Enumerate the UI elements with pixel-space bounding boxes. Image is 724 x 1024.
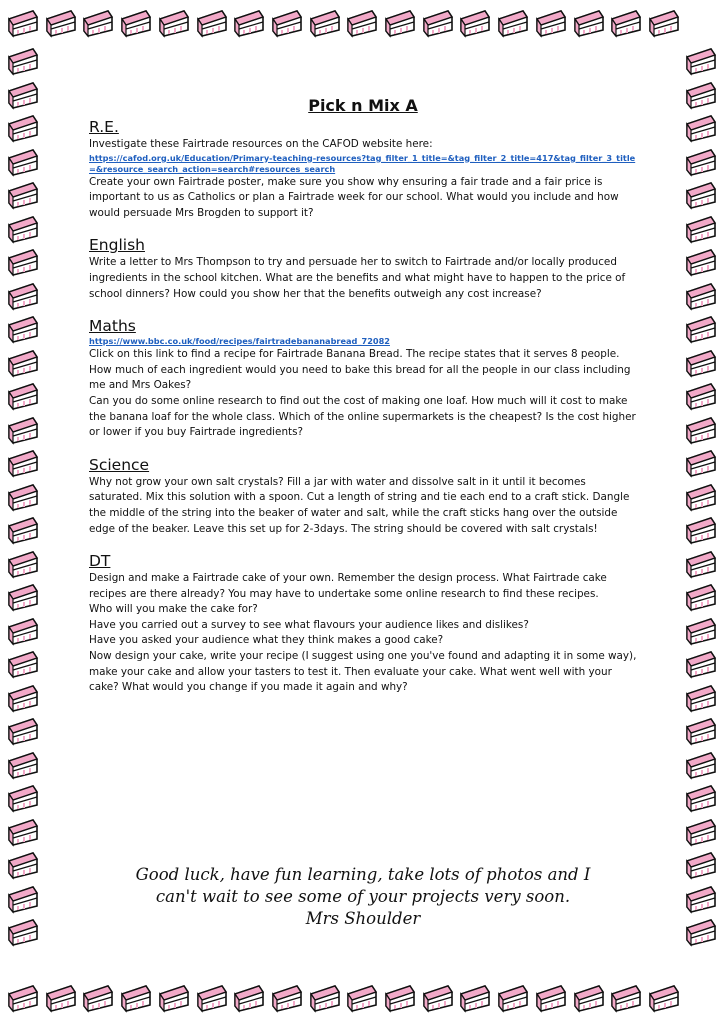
cake-slice-icon	[684, 415, 718, 445]
section-re	[89, 118, 637, 221]
cake-slice-icon	[6, 716, 40, 746]
cake-slice-icon	[6, 616, 40, 646]
cake-slice-icon	[684, 348, 718, 378]
closing-line-1: Good luck, have fun learning, take lots of photos and I	[135, 865, 591, 884]
cake-slice-icon	[421, 8, 455, 38]
section-heading-english: English	[89, 236, 145, 255]
cake-slice-icon	[345, 983, 379, 1013]
cake-slice-icon	[6, 817, 40, 847]
cake-slice-icon	[684, 616, 718, 646]
bbc-recipe-link[interactable]: https://www.bbc.co.uk/food/recipes/fairtradebananabread_72082	[89, 336, 390, 347]
cake-slice-icon	[684, 817, 718, 847]
cake-slice-icon	[6, 750, 40, 780]
cake-slice-icon	[684, 884, 718, 914]
cake-slice-icon	[496, 8, 530, 38]
cake-slice-icon	[684, 214, 718, 244]
re-intro: Investigate these Fairtrade resources on the CAFOD website here:	[89, 138, 433, 150]
cake-slice-icon	[6, 482, 40, 512]
maths-text-2: Can you do some online research to find out the cost of making one loaf. How much will it cost to make the banana loaf for the whole class. Which of the online supermarkets is the cheapest? Is the cost higher or lower if you buy Fairtrade ingredients?	[89, 394, 636, 439]
cake-slice-icon	[6, 549, 40, 579]
cake-slice-icon	[6, 649, 40, 679]
cake-slice-icon	[119, 983, 153, 1013]
cake-slice-icon	[81, 983, 115, 1013]
cake-slice-icon	[609, 983, 643, 1013]
cake-slice-icon	[684, 314, 718, 344]
cake-slice-icon	[684, 46, 718, 76]
cake-slice-icon	[684, 180, 718, 210]
cafod-link[interactable]: https://cafod.org.uk/Education/Primary-teaching-resources?tag_filter_1_title=&tag_filter_2_title=417&tag_filter_3_title=&resource_search_action=search#resources_search	[89, 152, 636, 174]
closing-line-2: can't wait to see some of your projects very soon.	[155, 887, 571, 906]
cake-slice-icon	[684, 917, 718, 947]
cake-slice-icon	[195, 983, 229, 1013]
cake-slice-icon	[684, 850, 718, 880]
science-text: Why not grow your own salt crystals? Fill a jar with water and dissolve salt in it until it becomes saturated. Mix this solution with a spoon. Cut a length of string and tie each end to a craft stick. Dangle the middle of the string into the beaker of water and salt, while the craft sticks hang over the outside edge of the beaker. Leave this set up for 2-3days. The string should be covered with salt crystals!	[89, 475, 630, 535]
cake-slice-icon	[572, 8, 606, 38]
activity-sheet	[89, 96, 637, 711]
cake-slice-icon	[81, 8, 115, 38]
re-text: Create your own Fairtrade poster, make sure you show why ensuring a fair trade and a fair price is important to us as Catholics or plan a Fairtrade week for our school. What would you include and how would persuade Mrs Brogden to support it?	[89, 175, 619, 219]
cake-slice-icon	[6, 8, 40, 38]
cake-slice-icon	[6, 515, 40, 545]
cake-slice-icon	[6, 46, 40, 76]
cake-slice-icon	[157, 8, 191, 38]
cake-slice-icon	[684, 482, 718, 512]
cake-slice-icon	[119, 8, 153, 38]
cake-slice-icon	[6, 147, 40, 177]
cake-slice-icon	[6, 683, 40, 713]
cake-slice-icon	[6, 214, 40, 244]
section-dt	[89, 552, 637, 696]
cake-slice-icon	[6, 381, 40, 411]
cake-slice-icon	[6, 448, 40, 478]
closing-signature: Mrs Shoulder	[305, 909, 421, 928]
cake-slice-icon	[647, 8, 681, 38]
cake-slice-icon	[458, 983, 492, 1013]
cake-slice-icon	[6, 348, 40, 378]
cake-slice-icon	[684, 448, 718, 478]
cake-slice-icon	[6, 917, 40, 947]
cake-slice-icon	[270, 8, 304, 38]
cake-slice-icon	[684, 80, 718, 110]
cake-slice-icon	[383, 983, 417, 1013]
cake-slice-icon	[6, 113, 40, 143]
cake-slice-icon	[496, 983, 530, 1013]
cake-slice-icon	[684, 113, 718, 143]
cake-slice-icon	[6, 314, 40, 344]
cake-slice-icon	[684, 147, 718, 177]
cake-slice-icon	[232, 8, 266, 38]
cake-slice-icon	[421, 983, 455, 1013]
cake-slice-icon	[684, 247, 718, 277]
cake-slice-icon	[270, 983, 304, 1013]
cake-slice-icon	[6, 783, 40, 813]
cake-slice-icon	[345, 8, 379, 38]
cake-slice-icon	[684, 783, 718, 813]
cake-slice-icon	[534, 983, 568, 1013]
cake-slice-icon	[6, 247, 40, 277]
cake-slice-icon	[684, 649, 718, 679]
section-heading-maths: Maths	[89, 317, 136, 336]
cake-slice-icon	[684, 381, 718, 411]
cake-slice-icon	[684, 683, 718, 713]
dt-text-2: Who will you make the cake for?	[89, 603, 258, 616]
cake-slice-icon	[157, 983, 191, 1013]
section-heading-science: Science	[89, 455, 150, 474]
section-maths	[89, 317, 637, 441]
cake-slice-icon	[534, 8, 568, 38]
cake-slice-icon	[684, 281, 718, 311]
cake-slice-icon	[44, 983, 78, 1013]
cake-slice-icon	[6, 582, 40, 612]
cake-slice-icon	[6, 983, 40, 1013]
dt-text-4: Have you asked your audience what they think makes a good cake?	[89, 634, 444, 647]
cake-slice-icon	[684, 515, 718, 545]
section-heading-re: R.E.	[89, 118, 119, 136]
cake-slice-icon	[458, 8, 492, 38]
dt-text-1: Design and make a Fairtrade cake of your own. Remember the design process. What Fairtrade cake recipes are there already? You may have to undertake some online research to find these recipes.	[89, 572, 607, 600]
cake-slice-icon	[572, 983, 606, 1013]
section-science	[89, 456, 637, 537]
cake-slice-icon	[6, 850, 40, 880]
cake-slice-icon	[684, 549, 718, 579]
dt-text-5: Now design your cake, write your recipe (I suggest using one you've found and adapting it in some way), make your cake and allow your tasters to test it. Then evaluate your cake. What went well with your cake? What would you change if you made it again and why?	[89, 650, 637, 694]
cake-slice-icon	[647, 983, 681, 1013]
cake-slice-icon	[609, 8, 643, 38]
cake-slice-icon	[44, 8, 78, 38]
english-text: Write a letter to Mrs Thompson to try and persuade her to switch to Fairtrade and/or locally produced ingredients in the school kitchen. What are the benefits and what might have to happen to the price of school dinners? How could you show her that the benefits outweigh any cost increase?	[89, 256, 626, 300]
maths-text-1: Click on this link to find a recipe for Fairtrade Banana Bread. The recipe states that it serves 8 people. How much of each ingredient would you need to bake this bread for all the people in our class including me and Mrs Oakes?	[89, 348, 631, 392]
dt-text-3: Have you carried out a survey to see what flavours your audience likes and dislikes?	[89, 618, 529, 631]
cake-slice-icon	[6, 884, 40, 914]
cake-slice-icon	[232, 983, 266, 1013]
page-title: Pick n Mix A	[308, 96, 418, 115]
section-heading-dt: DT	[89, 552, 111, 571]
closing-message	[89, 864, 637, 930]
cake-slice-icon	[684, 582, 718, 612]
cake-slice-icon	[308, 8, 342, 38]
cake-slice-icon	[684, 750, 718, 780]
cake-slice-icon	[383, 8, 417, 38]
cake-slice-icon	[6, 281, 40, 311]
cake-slice-icon	[195, 8, 229, 38]
cake-slice-icon	[684, 716, 718, 746]
cake-slice-icon	[6, 180, 40, 210]
cake-slice-icon	[308, 983, 342, 1013]
cake-slice-icon	[6, 415, 40, 445]
cake-slice-icon	[6, 80, 40, 110]
section-english	[89, 236, 637, 302]
